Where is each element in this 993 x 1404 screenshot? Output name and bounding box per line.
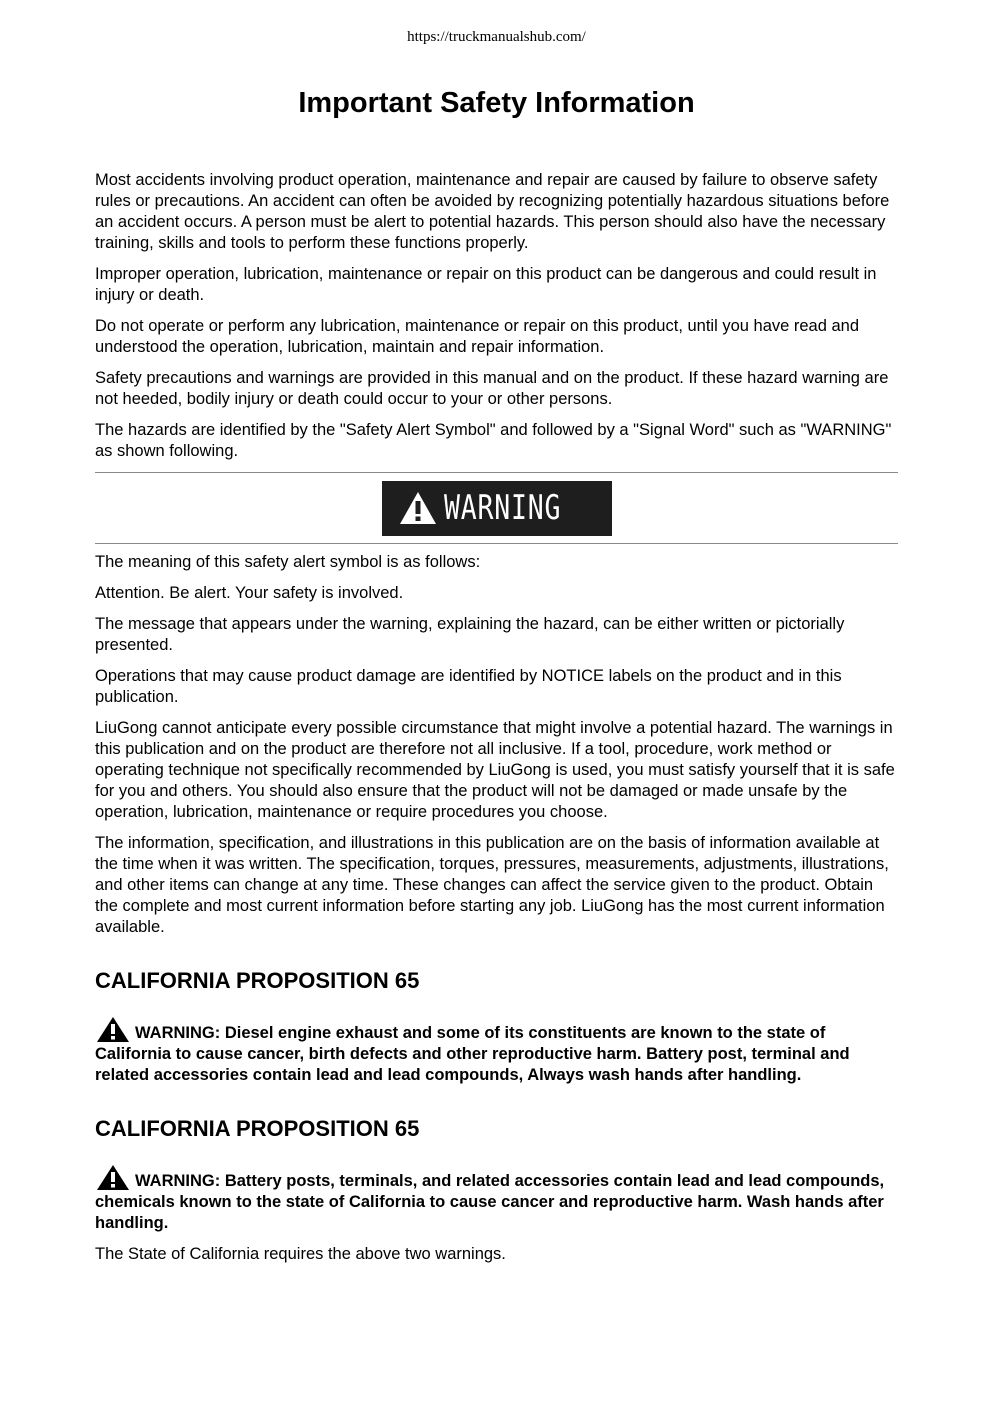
section-heading: CALIFORNIA PROPOSITION 65 xyxy=(95,1116,420,1141)
source-url[interactable]: https://truckmanualshub.com/ xyxy=(407,29,586,45)
warning-banner-container xyxy=(95,473,898,543)
body-paragraph: The meaning of this safety alert symbol is as follows: xyxy=(95,553,481,571)
warning-triangle-icon xyxy=(95,1164,131,1191)
document-body xyxy=(95,170,898,1275)
closing-statement: The State of California requires the above two warnings. xyxy=(95,1245,506,1263)
section-heading: CALIFORNIA PROPOSITION 65 xyxy=(95,968,420,993)
intro-paragraph: Most accidents involving product operation, maintenance and repair are caused by failure to observe safety rules or precautions. An accident can often be avoided by recognizing potentially hazardous situations before an accident occurs. A person must be alert to potential hazards. This person should also have the necessary training, skills and tools to perform these functions properly. xyxy=(95,171,890,252)
body-paragraph: The message that appears under the warning, explaining the hazard, can be either written or pictorially presented. xyxy=(95,615,845,654)
body-paragraph: Operations that may cause product damage are identified by NOTICE labels on the product and in this publication. xyxy=(95,667,842,706)
intro-paragraph: The hazards are identified by the "Safety Alert Symbol" and followed by a "Signal Word" such as "WARNING" as shown following. xyxy=(95,421,892,460)
prop65-warning-text: WARNING: Diesel engine exhaust and some of its constituents are known to the state of California to cause cancer, birth defects and other reproductive harm. Battery post, terminal and related accessories contain lead and lead compounds, Always wash hands after handling. xyxy=(95,1024,850,1084)
intro-paragraph: Do not operate or perform any lubrication, maintenance or repair on this product, until you have read and understood the operation, lubrication, maintain and repair information. xyxy=(95,317,860,356)
body-paragraph: The information, specification, and illustrations in this publication are on the basis of information available at the time when it was written. The specification, torques, pressures, measurements, adjustments, illustrations, and other items can change at any time. These changes can affect the service given to the product. Obtain the complete and most current information before starting any job. LiuGong has the most current information available. xyxy=(95,834,889,936)
warning-triangle-icon xyxy=(398,490,438,526)
divider-bottom xyxy=(95,543,898,544)
prop65-warning xyxy=(95,1164,898,1234)
prop65-warning-text: WARNING: Battery posts, terminals, and related accessories contain lead and lead compounds, chemicals known to the state of California to cause cancer and reproductive harm. Wash hands after handling. xyxy=(95,1172,885,1232)
body-paragraph: Attention. Be alert. Your safety is involved. xyxy=(95,584,404,602)
warning-triangle-icon xyxy=(95,1016,131,1043)
body-paragraph: LiuGong cannot anticipate every possible circumstance that might involve a potential hazard. The warnings in this publication and on the product are therefore not all inclusive. If a tool, procedure, work method or operating technique not specifically recommended by LiuGong is used, you must satisfy yourself that it is safe for you and others. You should also ensure that the product will not be damaged or made unsafe by the operation, lubrication, maintenance or require procedures you choose. xyxy=(95,719,895,821)
warning-banner-label: WARNING xyxy=(444,488,562,528)
intro-paragraph: Improper operation, lubrication, maintenance or repair on this product can be dangerous and could result in injury or death. xyxy=(95,265,877,304)
intro-paragraph: Safety precautions and warnings are provided in this manual and on the product. If these hazard warning are not heeded, bodily injury or death could occur to your or other persons. xyxy=(95,369,889,408)
prop65-warning xyxy=(95,1016,898,1086)
page-title: Important Safety Information xyxy=(298,87,695,119)
warning-banner xyxy=(382,481,612,536)
